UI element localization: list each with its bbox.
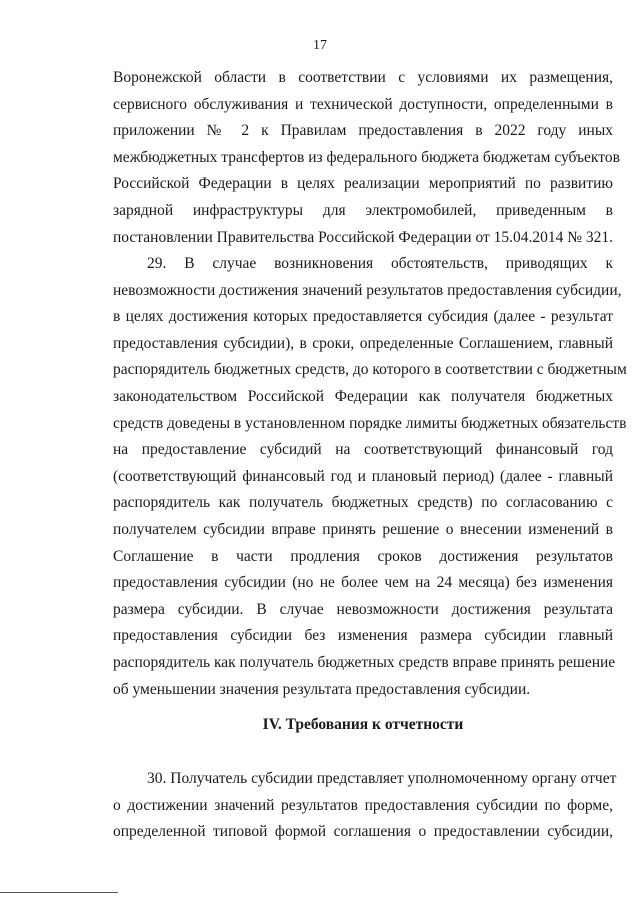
text-line: распорядитель как получатель бюджетных средств) по согласованию с xyxy=(113,494,613,512)
text-line: невозможности достижения значений результатов предоставления субсидии, xyxy=(113,281,622,299)
text-line: предоставления субсидии без изменения размера субсидии главный xyxy=(113,627,613,645)
text-line: зарядной инфраструктуры для электромобилей, приведенным в xyxy=(113,201,613,219)
text-line: Соглашение в части продления сроков достижения результатов xyxy=(113,547,613,565)
paragraph-29 xyxy=(113,251,627,703)
text-line: Воронежской области в соответствии с условиями их размещения, xyxy=(113,69,613,86)
page-number: 17 xyxy=(313,38,327,53)
text-line: 30. Получатель субсидии представляет уполномоченному органу отчет xyxy=(147,770,617,787)
text-line: сервисного обслуживания и технической доступности, определенными в xyxy=(113,95,613,113)
text-line: определенной типовой формой соглашения о предоставлении субсидии, xyxy=(113,823,613,841)
bottom-rule xyxy=(0,892,118,893)
text-line: распорядитель как получатель бюджетных средств вправе принять решение xyxy=(113,653,616,671)
text-line: межбюджетных трансфертов из федерального бюджета бюджетам субъектов xyxy=(113,148,620,166)
text-line: предоставления субсидии (но не более чем на 24 месяца) без изменения xyxy=(113,574,613,592)
paragraph-30 xyxy=(113,766,617,846)
paragraph-continuation xyxy=(113,65,620,251)
text-line: распорядитель бюджетных средств, до которого в соответствии с бюджетным xyxy=(113,361,627,379)
text-line: законодательством Российской Федерации как получателя бюджетных xyxy=(113,387,613,405)
text-line: на предоставление субсидий на соответствующий финансовый год xyxy=(113,441,613,459)
section-heading: IV. Требования к отчетности xyxy=(262,716,464,733)
text-line: предоставления субсидии), в сроки, определенные Соглашением, главный xyxy=(113,334,613,352)
text-line: получателем субсидии вправе принять решение о внесении изменений в xyxy=(113,520,613,538)
text-line: средств доведены в установленном порядке лимиты бюджетных обязательств xyxy=(113,414,627,432)
text-line: размера субсидии. В случае невозможности достижения результата xyxy=(113,600,613,618)
text-line: 29. В случае возникновения обстоятельств, приводящих к xyxy=(147,255,613,272)
text-line: Российской Федерации в целях реализации мероприятий по развитию xyxy=(113,175,613,193)
text-line: (соответствующий финансовый год и плановый период) (далее - главный xyxy=(113,467,613,485)
text-line: об уменьшении значения результата предоставления субсидии. xyxy=(113,680,531,698)
text-line: постановлении Правительства Российской Федерации от 15.04.2014 № 321. xyxy=(113,228,614,246)
text-line: в целях достижения которых предоставляется субсидия (далее - результат xyxy=(113,308,613,326)
text-line: приложении № 2 к Правилам предоставления в 2022 году иных xyxy=(113,122,613,140)
text-line: о достижении значений результатов предоставления субсидии по форме, xyxy=(113,796,613,814)
